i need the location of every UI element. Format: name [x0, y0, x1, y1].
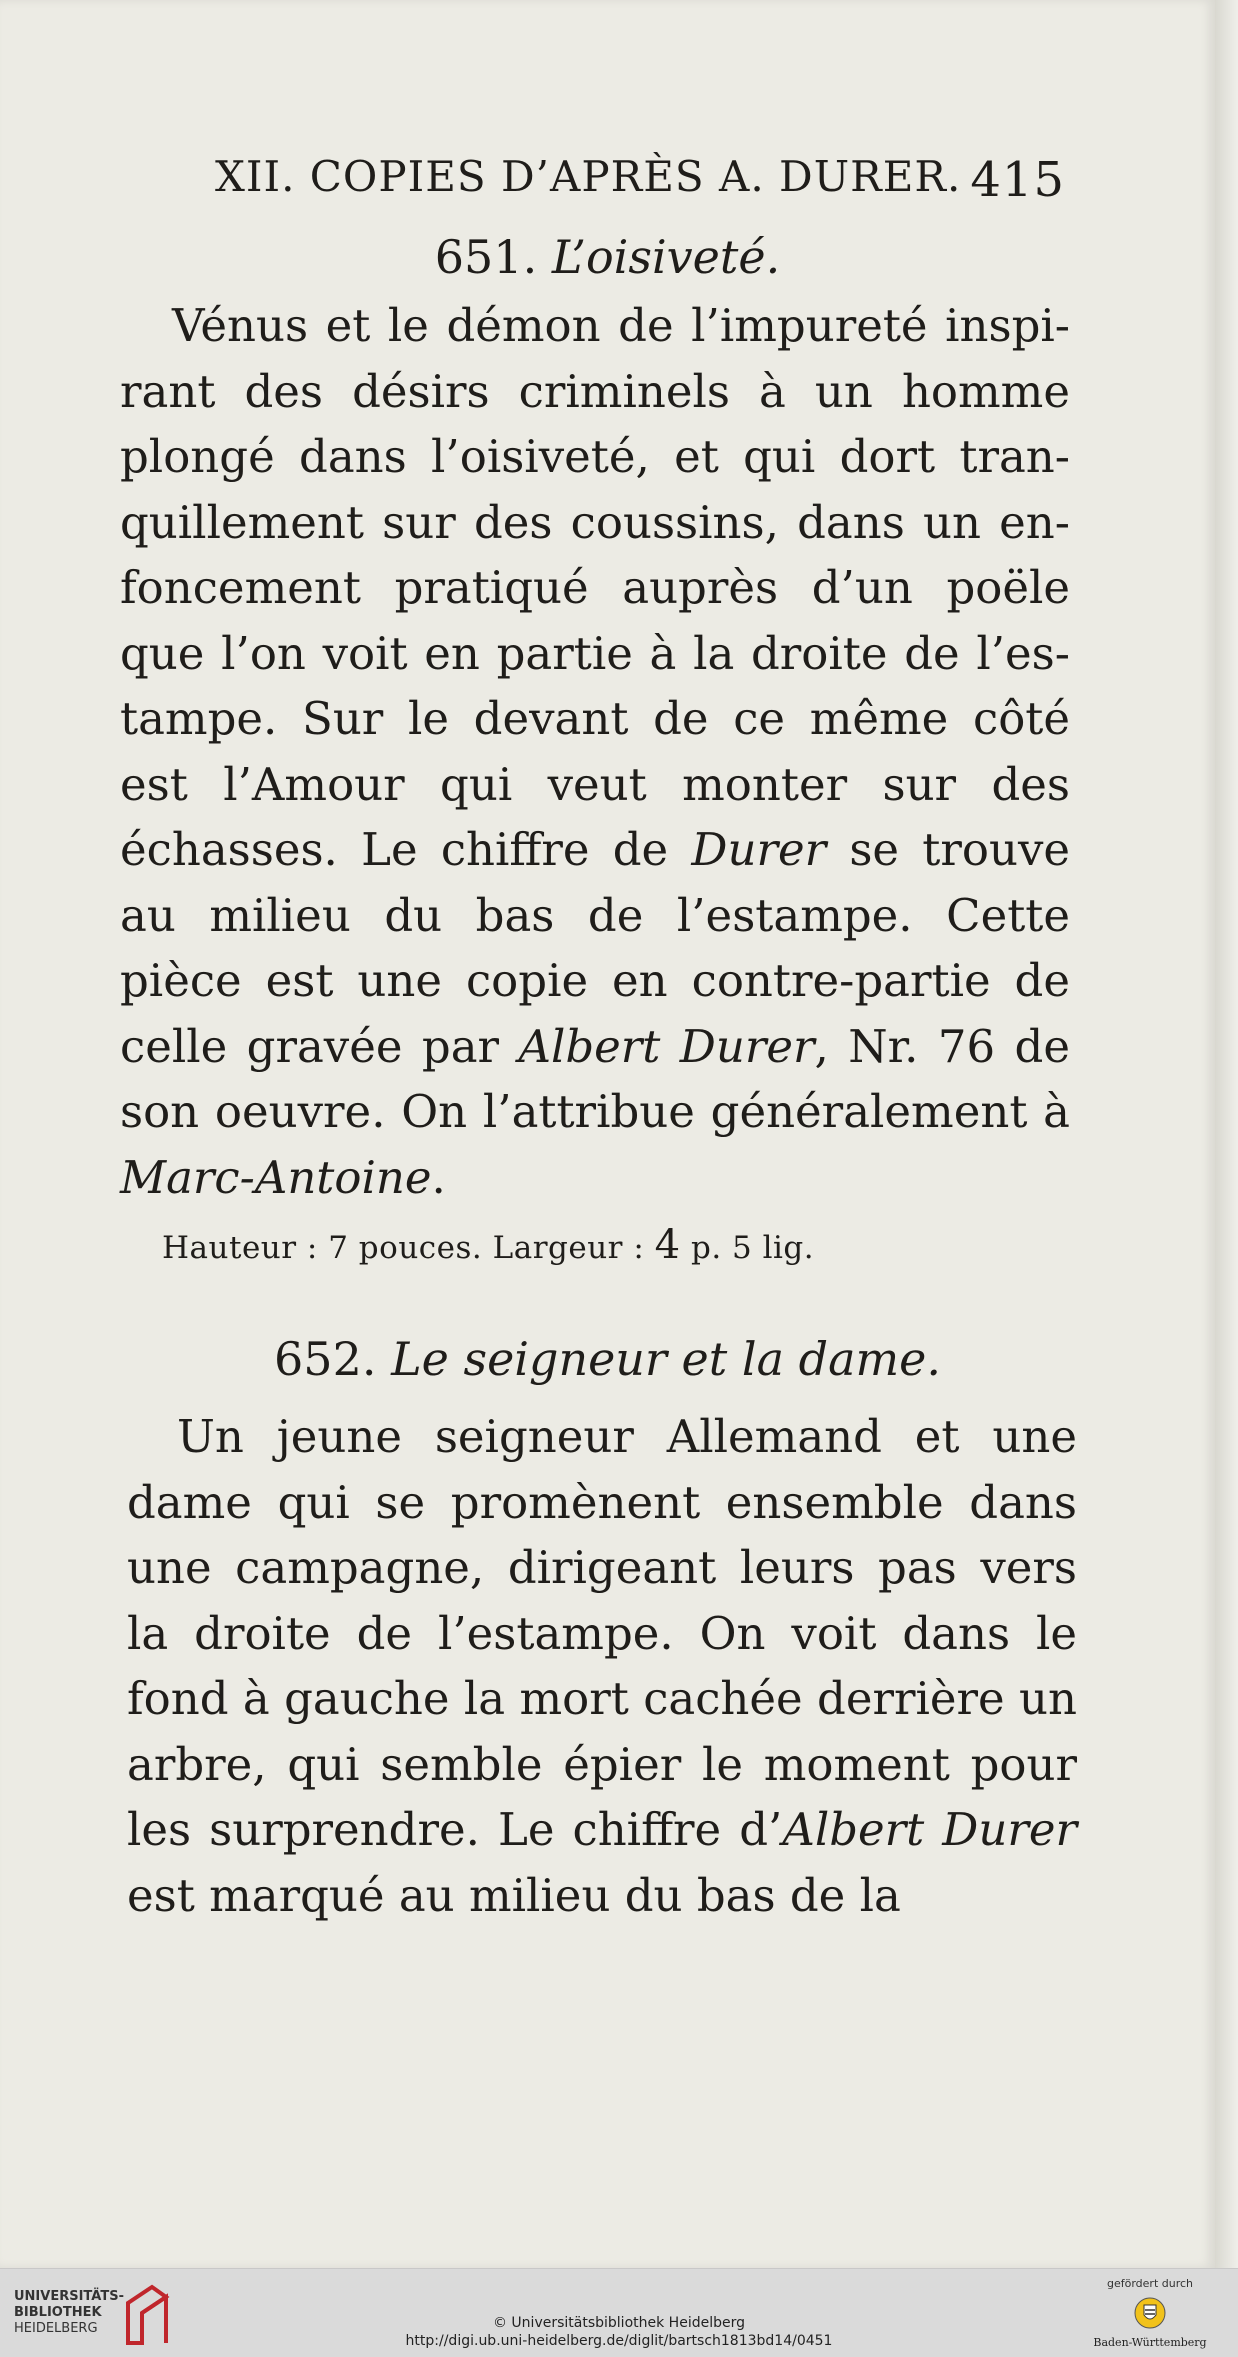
library-logo-text: UNIVERSITÄTS- BIBLIOTHEK HEIDELBERG [14, 2289, 124, 2336]
name-marc-antoine: Marc-Antoine [120, 1150, 432, 1204]
entry-652-title: Le seigneur et la dame. [391, 1332, 941, 1386]
viewer-footer [0, 2268, 1238, 2357]
entry-651-title: L’oisiveté. [551, 230, 781, 284]
coat-of-arms-icon [1133, 2296, 1167, 2330]
name-albert-durer-2: Albert Durer [782, 1803, 1077, 1856]
entry-651-dimensions: Hauteur : 7 pouces. Largeur : 4 p. 5 lig. [162, 1222, 815, 1268]
name-albert-durer: Albert Durer [518, 1019, 815, 1073]
entry-651-number: 651. [434, 230, 538, 284]
running-title: XII. COPIES D’APRÈS A. DURER. [215, 152, 962, 201]
name-durer: Durer [691, 823, 827, 876]
sponsor-block: gefördert durch Baden-Württemberg [1093, 2277, 1207, 2349]
copyright-notice: © Universitätsbibliothek Heidelberg [492, 2315, 745, 2331]
entry-652-number: 652. [274, 1332, 377, 1386]
running-header [215, 152, 1065, 208]
page-edge [1215, 0, 1238, 2268]
entry-651-heading [0, 230, 1215, 284]
entry-651-description: Vénus et le démon de l’impureté inspirant des désirs criminels à un homme plongé dans l’oisiveté, et qui dort tranquillement sur des coussins, dans un enfoncement pratiqué auprès d’un poële que l’on voit en partie à la droite de l’estampe. Sur le devant de ce même côté est l’Amour qui veut monter sur des échasses. Le chiffre de Durer se trouve au milieu du bas de l’estampe. Cette pièce est une copie en contre-partie de celle gravée par Albert Durer, Nr. 76 de son oeuvre. On l’attribue généralement à Marc-Antoine. [120, 299, 1070, 1204]
permalink-url[interactable]: http://digi.ub.uni-heidelberg.de/diglit/bartsch1813bd14/0451 [405, 2333, 833, 2349]
entry-652-description: Un jeune seigneur Allemand et une dame qui se promènent ensemble dans une campagne, dirigeant leurs pas vers la droite de l’estampe. On voit dans le fond à gauche la mort cachée derrière un arbre, qui semble épier le moment pour les surprendre. Le chiffre d’Albert Durer est marqué au milieu du bas de la [127, 1410, 1077, 1922]
entry-652-heading [0, 1332, 1215, 1386]
page-number: 415 [970, 152, 1065, 208]
